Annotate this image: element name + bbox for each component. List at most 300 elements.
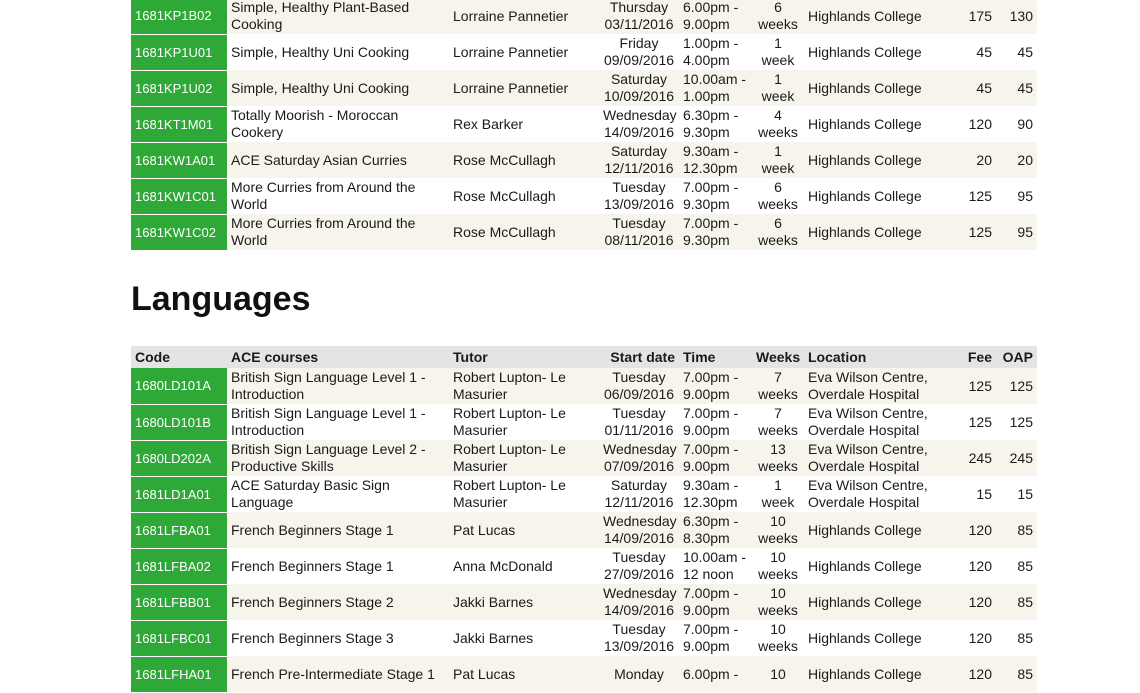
oap-fee	[996, 106, 1037, 142]
oap-fee-oap: 15	[1017, 485, 1033, 502]
session-time	[679, 476, 752, 512]
fee-fee: 125	[968, 413, 992, 430]
fee	[954, 70, 996, 106]
location	[804, 656, 954, 692]
tutor-name	[449, 476, 599, 512]
duration-weeks-weeks: 10 weeks	[758, 621, 798, 654]
course-code-code: 1681LD1A01	[135, 486, 211, 502]
table-row	[131, 440, 1037, 476]
course-code	[131, 620, 227, 656]
course-code	[131, 0, 227, 34]
fee-fee: 120	[968, 629, 992, 646]
tutor-name-tutor: Rose McCullagh	[453, 223, 556, 240]
session-time-time: 7.00pm - 9.00pm	[683, 405, 739, 438]
fee-fee: 245	[968, 449, 992, 466]
tutor-name-tutor: Lorraine Pannetier	[453, 79, 569, 96]
oap-fee-oap: 85	[1017, 593, 1033, 610]
start-date-day: Saturday	[610, 143, 668, 159]
start-date	[599, 656, 679, 692]
oap-fee-oap: 85	[1017, 665, 1033, 682]
fee-fee: 120	[968, 593, 992, 610]
oap-fee	[996, 548, 1037, 584]
course-title-course: Simple, Healthy Uni Cooking	[231, 43, 410, 60]
duration-weeks-weeks: 1 week	[761, 71, 795, 104]
duration-weeks	[752, 440, 804, 476]
fee	[954, 106, 996, 142]
tutor-name	[449, 142, 599, 178]
start-date-date: 14/09/2016	[603, 602, 675, 618]
start-date	[599, 106, 679, 142]
location-location: Highlands College	[808, 629, 922, 646]
duration-weeks	[752, 620, 804, 656]
oap-fee-oap: 245	[1009, 449, 1033, 466]
oap-fee-oap: 45	[1017, 43, 1033, 60]
location-location: Highlands College	[808, 593, 922, 610]
tutor-name	[449, 70, 599, 106]
duration-weeks-weeks: 1 week	[761, 35, 795, 68]
fee-fee: 120	[968, 115, 992, 132]
oap-fee	[996, 178, 1037, 214]
start-date	[599, 214, 679, 250]
course-title-course: More Curries from Around the World	[231, 215, 416, 248]
start-date-day: Monday	[614, 665, 664, 682]
start-date	[599, 440, 679, 476]
course-title	[227, 70, 449, 106]
start-date	[599, 368, 679, 404]
table-row	[131, 584, 1037, 620]
start-date-day: Thursday	[609, 0, 669, 15]
fee	[954, 656, 996, 692]
course-code	[131, 178, 227, 214]
start-date-date: 06/09/2016	[603, 386, 675, 402]
course-title	[227, 620, 449, 656]
tutor-name-tutor: Jakki Barnes	[453, 629, 534, 646]
course-title	[227, 214, 449, 250]
course-title	[227, 142, 449, 178]
duration-weeks-weeks: 6 weeks	[758, 179, 798, 212]
course-code	[131, 106, 227, 142]
oap-fee	[996, 34, 1037, 70]
start-date	[599, 584, 679, 620]
course-code	[131, 584, 227, 620]
header-start-date: Start date	[599, 346, 679, 368]
course-title	[227, 404, 449, 440]
duration-weeks-weeks: 7 weeks	[758, 369, 798, 402]
course-code-code: 1681KW1A01	[135, 152, 216, 168]
tutor-name-tutor: Robert Lupton- Le Masurier	[453, 369, 566, 402]
session-time-time: 10.00am - 12 noon	[683, 549, 747, 582]
course-code	[131, 656, 227, 692]
start-date-day: Tuesday	[612, 369, 666, 385]
session-time	[679, 584, 752, 620]
course-title-course: British Sign Language Level 1 - Introduction	[231, 405, 426, 438]
course-title-course: Simple, Healthy Plant-Based Cooking	[231, 0, 410, 32]
location	[804, 368, 954, 404]
start-date-date: 14/09/2016	[603, 530, 675, 546]
cooking-table	[131, 0, 1037, 251]
session-time-time: 6.30pm - 9.30pm	[683, 107, 739, 140]
tutor-name-tutor: Jakki Barnes	[453, 593, 534, 610]
session-time-time: 7.00pm - 9.00pm	[683, 369, 739, 402]
table-row	[131, 656, 1037, 692]
tutor-name-tutor: Anna McDonald	[453, 557, 553, 574]
course-code-code: 1681KW1C01	[135, 188, 216, 204]
fee-fee: 125	[968, 223, 992, 240]
course-code	[131, 548, 227, 584]
header-code: Code	[131, 346, 227, 368]
course-code	[131, 214, 227, 250]
course-title	[227, 178, 449, 214]
session-time-time: 9.30am - 12.30pm	[683, 143, 739, 176]
oap-fee	[996, 512, 1037, 548]
location	[804, 584, 954, 620]
tutor-name	[449, 440, 599, 476]
course-title-course: French Beginners Stage 1	[231, 521, 394, 538]
table-row	[131, 0, 1037, 34]
header-time: Time	[679, 346, 752, 368]
course-code	[131, 70, 227, 106]
duration-weeks-weeks: 10	[770, 665, 786, 682]
oap-fee-oap: 125	[1009, 413, 1033, 430]
oap-fee-oap: 85	[1017, 629, 1033, 646]
course-title	[227, 34, 449, 70]
start-date-day: Wednesday	[603, 441, 677, 457]
session-time	[679, 548, 752, 584]
fee	[954, 476, 996, 512]
location-location: Highlands College	[808, 115, 922, 132]
location-location: Highlands College	[808, 665, 922, 682]
course-code-code: 1681KP1B02	[135, 8, 212, 24]
oap-fee-oap: 20	[1017, 151, 1033, 168]
course-code	[131, 512, 227, 548]
course-title	[227, 368, 449, 404]
session-time	[679, 106, 752, 142]
course-title	[227, 106, 449, 142]
languages-table	[131, 346, 1037, 693]
course-title-course: British Sign Language Level 2 - Productive Skills	[231, 441, 426, 474]
location-location: Highlands College	[808, 151, 922, 168]
location-location: Eva Wilson Centre, Overdale Hospital	[808, 369, 928, 402]
course-title	[227, 584, 449, 620]
course-code-code: 1680LD101B	[135, 414, 211, 430]
oap-fee-oap: 95	[1017, 187, 1033, 204]
session-time	[679, 142, 752, 178]
start-date	[599, 34, 679, 70]
location-location: Highlands College	[808, 79, 922, 96]
tutor-name	[449, 106, 599, 142]
session-time-time: 6.00pm - 9.00pm	[683, 0, 739, 32]
oap-fee-oap: 130	[1009, 7, 1033, 24]
duration-weeks-weeks: 13 weeks	[758, 441, 798, 474]
course-code	[131, 476, 227, 512]
start-date-date: 27/09/2016	[603, 566, 675, 582]
course-title-course: Simple, Healthy Uni Cooking	[231, 79, 410, 96]
duration-weeks	[752, 368, 804, 404]
duration-weeks	[752, 34, 804, 70]
course-code-code: 1681LFHA01	[135, 666, 212, 682]
session-time	[679, 70, 752, 106]
course-code	[131, 142, 227, 178]
start-date-date: 09/09/2016	[603, 52, 675, 68]
duration-weeks-weeks: 6 weeks	[758, 215, 798, 248]
fee	[954, 178, 996, 214]
table-row	[131, 34, 1037, 70]
tutor-name-tutor: Rose McCullagh	[453, 187, 556, 204]
table-row	[131, 548, 1037, 584]
oap-fee-oap: 90	[1017, 115, 1033, 132]
session-time-time: 7.00pm - 9.00pm	[683, 621, 739, 654]
start-date-date: 03/11/2016	[604, 16, 674, 32]
course-code	[131, 34, 227, 70]
tutor-name	[449, 548, 599, 584]
duration-weeks-weeks: 4 weeks	[758, 107, 798, 140]
start-date-day: Saturday	[610, 71, 668, 87]
location	[804, 106, 954, 142]
table-row	[131, 106, 1037, 142]
tutor-name-tutor: Robert Lupton- Le Masurier	[453, 477, 566, 510]
session-time-time: 10.00am - 1.00pm	[683, 71, 747, 104]
start-date	[599, 142, 679, 178]
table-header-row	[131, 346, 1037, 368]
location-location: Highlands College	[808, 7, 922, 24]
table-row	[131, 512, 1037, 548]
session-time	[679, 178, 752, 214]
duration-weeks-weeks: 10 weeks	[758, 585, 798, 618]
start-date	[599, 620, 679, 656]
course-code-code: 1680LD101A	[135, 378, 211, 394]
course-code-code: 1681KP1U02	[135, 80, 213, 96]
section-title-languages: Languages	[131, 280, 311, 318]
oap-fee	[996, 214, 1037, 250]
start-date	[599, 404, 679, 440]
location	[804, 214, 954, 250]
table-row	[131, 368, 1037, 404]
start-date-date: 12/11/2016	[604, 160, 674, 176]
course-code-code: 1681LFBA01	[135, 522, 211, 538]
oap-fee	[996, 476, 1037, 512]
fee	[954, 404, 996, 440]
start-date-date: 13/09/2016	[603, 196, 675, 212]
oap-fee	[996, 440, 1037, 476]
start-date-day: Saturday	[610, 477, 668, 493]
course-code-code: 1681LFBC01	[135, 630, 212, 646]
session-time-time: 9.30am - 12.30pm	[683, 477, 739, 510]
fee-fee: 120	[968, 665, 992, 682]
session-time	[679, 440, 752, 476]
fee-fee: 45	[976, 43, 992, 60]
session-time-time: 6.00pm -	[683, 665, 739, 682]
header-course: ACE courses	[227, 346, 449, 368]
start-date-date: 13/09/2016	[603, 638, 675, 654]
fee	[954, 620, 996, 656]
session-time	[679, 214, 752, 250]
oap-fee-oap: 45	[1017, 79, 1033, 96]
location-location: Eva Wilson Centre, Overdale Hospital	[808, 477, 928, 510]
start-date-date: 10/09/2016	[603, 88, 675, 104]
tutor-name	[449, 368, 599, 404]
course-title-course: More Curries from Around the World	[231, 179, 416, 212]
start-date-day: Tuesday	[612, 215, 666, 231]
location	[804, 476, 954, 512]
tutor-name-tutor: Pat Lucas	[453, 521, 516, 538]
header-tutor: Tutor	[449, 346, 599, 368]
course-code-code: 1680LD202A	[135, 450, 211, 466]
fee-fee: 45	[976, 79, 992, 96]
oap-fee-oap: 85	[1017, 557, 1033, 574]
fee-fee: 125	[968, 187, 992, 204]
tutor-name-tutor: Lorraine Pannetier	[453, 7, 569, 24]
table-row	[131, 142, 1037, 178]
tutor-name	[449, 512, 599, 548]
header-location: Location	[804, 346, 954, 368]
fee	[954, 0, 996, 34]
location	[804, 0, 954, 34]
start-date-day: Tuesday	[612, 179, 666, 195]
table-row	[131, 620, 1037, 656]
session-time-time: 7.00pm - 9.00pm	[683, 441, 739, 474]
fee	[954, 512, 996, 548]
location	[804, 178, 954, 214]
duration-weeks	[752, 142, 804, 178]
start-date	[599, 512, 679, 548]
duration-weeks	[752, 476, 804, 512]
tutor-name-tutor: Pat Lucas	[453, 665, 516, 682]
duration-weeks	[752, 512, 804, 548]
tutor-name	[449, 214, 599, 250]
tutor-name-tutor: Robert Lupton- Le Masurier	[453, 441, 566, 474]
course-code-code: 1681KW1C02	[135, 224, 216, 240]
start-date	[599, 476, 679, 512]
start-date-date: 14/09/2016	[603, 124, 675, 140]
start-date-day: Wednesday	[603, 513, 677, 529]
start-date-date: 01/11/2016	[604, 422, 674, 438]
session-time	[679, 34, 752, 70]
start-date-day: Wednesday	[603, 107, 677, 123]
course-title-course: Totally Moorish - Moroccan Cookery	[231, 107, 399, 140]
location	[804, 142, 954, 178]
fee	[954, 34, 996, 70]
oap-fee	[996, 0, 1037, 34]
fee-fee: 125	[968, 377, 992, 394]
course-title	[227, 476, 449, 512]
tutor-name	[449, 620, 599, 656]
duration-weeks-weeks: 1 week	[761, 143, 795, 176]
duration-weeks	[752, 548, 804, 584]
location-location: Highlands College	[808, 187, 922, 204]
location-location: Highlands College	[808, 43, 922, 60]
oap-fee	[996, 142, 1037, 178]
course-code	[131, 404, 227, 440]
oap-fee-oap: 85	[1017, 521, 1033, 538]
start-date	[599, 548, 679, 584]
duration-weeks-weeks: 10 weeks	[758, 549, 798, 582]
start-date-day: Tuesday	[612, 405, 666, 421]
start-date	[599, 70, 679, 106]
course-title-course: French Beginners Stage 2	[231, 593, 394, 610]
session-time	[679, 404, 752, 440]
course-title	[227, 548, 449, 584]
oap-fee-oap: 95	[1017, 223, 1033, 240]
session-time-time: 7.00pm - 9.00pm	[683, 585, 739, 618]
session-time-time: 1.00pm - 4.00pm	[683, 35, 739, 68]
course-code-code: 1681KT1M01	[135, 116, 214, 132]
tutor-name	[449, 584, 599, 620]
course-title	[227, 512, 449, 548]
location	[804, 548, 954, 584]
location-location: Eva Wilson Centre, Overdale Hospital	[808, 405, 928, 438]
table-row	[131, 404, 1037, 440]
start-date	[599, 0, 679, 34]
session-time-time: 7.00pm - 9.30pm	[683, 179, 739, 212]
location-location: Eva Wilson Centre, Overdale Hospital	[808, 441, 928, 474]
location-location: Highlands College	[808, 223, 922, 240]
duration-weeks	[752, 656, 804, 692]
course-title	[227, 440, 449, 476]
table-row	[131, 476, 1037, 512]
session-time	[679, 620, 752, 656]
session-time	[679, 656, 752, 692]
course-title	[227, 0, 449, 34]
duration-weeks-weeks: 6 weeks	[758, 0, 798, 32]
table-row	[131, 178, 1037, 214]
tutor-name-tutor: Rex Barker	[453, 115, 524, 132]
duration-weeks	[752, 0, 804, 34]
session-time-time: 7.00pm - 9.30pm	[683, 215, 739, 248]
location	[804, 440, 954, 476]
location	[804, 34, 954, 70]
session-time	[679, 0, 752, 34]
location-location: Highlands College	[808, 557, 922, 574]
tutor-name	[449, 404, 599, 440]
start-date	[599, 178, 679, 214]
start-date-date: 12/11/2016	[604, 494, 674, 510]
start-date-day: Wednesday	[603, 585, 677, 601]
tutor-name	[449, 34, 599, 70]
fee	[954, 548, 996, 584]
duration-weeks-weeks: 10 weeks	[758, 513, 798, 546]
oap-fee	[996, 404, 1037, 440]
session-time	[679, 368, 752, 404]
fee	[954, 214, 996, 250]
session-time	[679, 512, 752, 548]
fee-fee: 15	[976, 485, 992, 502]
tutor-name-tutor: Rose McCullagh	[453, 151, 556, 168]
course-title	[227, 656, 449, 692]
fee-fee: 120	[968, 521, 992, 538]
course-title-course: French Pre-Intermediate Stage 1	[231, 665, 435, 682]
duration-weeks	[752, 106, 804, 142]
tutor-name	[449, 0, 599, 34]
course-code	[131, 368, 227, 404]
location	[804, 512, 954, 548]
course-title-course: French Beginners Stage 3	[231, 629, 394, 646]
tutor-name-tutor: Robert Lupton- Le Masurier	[453, 405, 566, 438]
fee	[954, 368, 996, 404]
duration-weeks	[752, 178, 804, 214]
oap-fee-oap: 125	[1009, 377, 1033, 394]
start-date-day: Tuesday	[612, 549, 666, 565]
oap-fee	[996, 368, 1037, 404]
course-title-course: ACE Saturday Basic Sign Language	[231, 477, 390, 510]
location	[804, 620, 954, 656]
fee	[954, 584, 996, 620]
duration-weeks	[752, 404, 804, 440]
oap-fee	[996, 620, 1037, 656]
start-date-date: 08/11/2016	[604, 232, 674, 248]
course-title-course: ACE Saturday Asian Curries	[231, 151, 407, 168]
fee	[954, 142, 996, 178]
fee-fee: 120	[968, 557, 992, 574]
